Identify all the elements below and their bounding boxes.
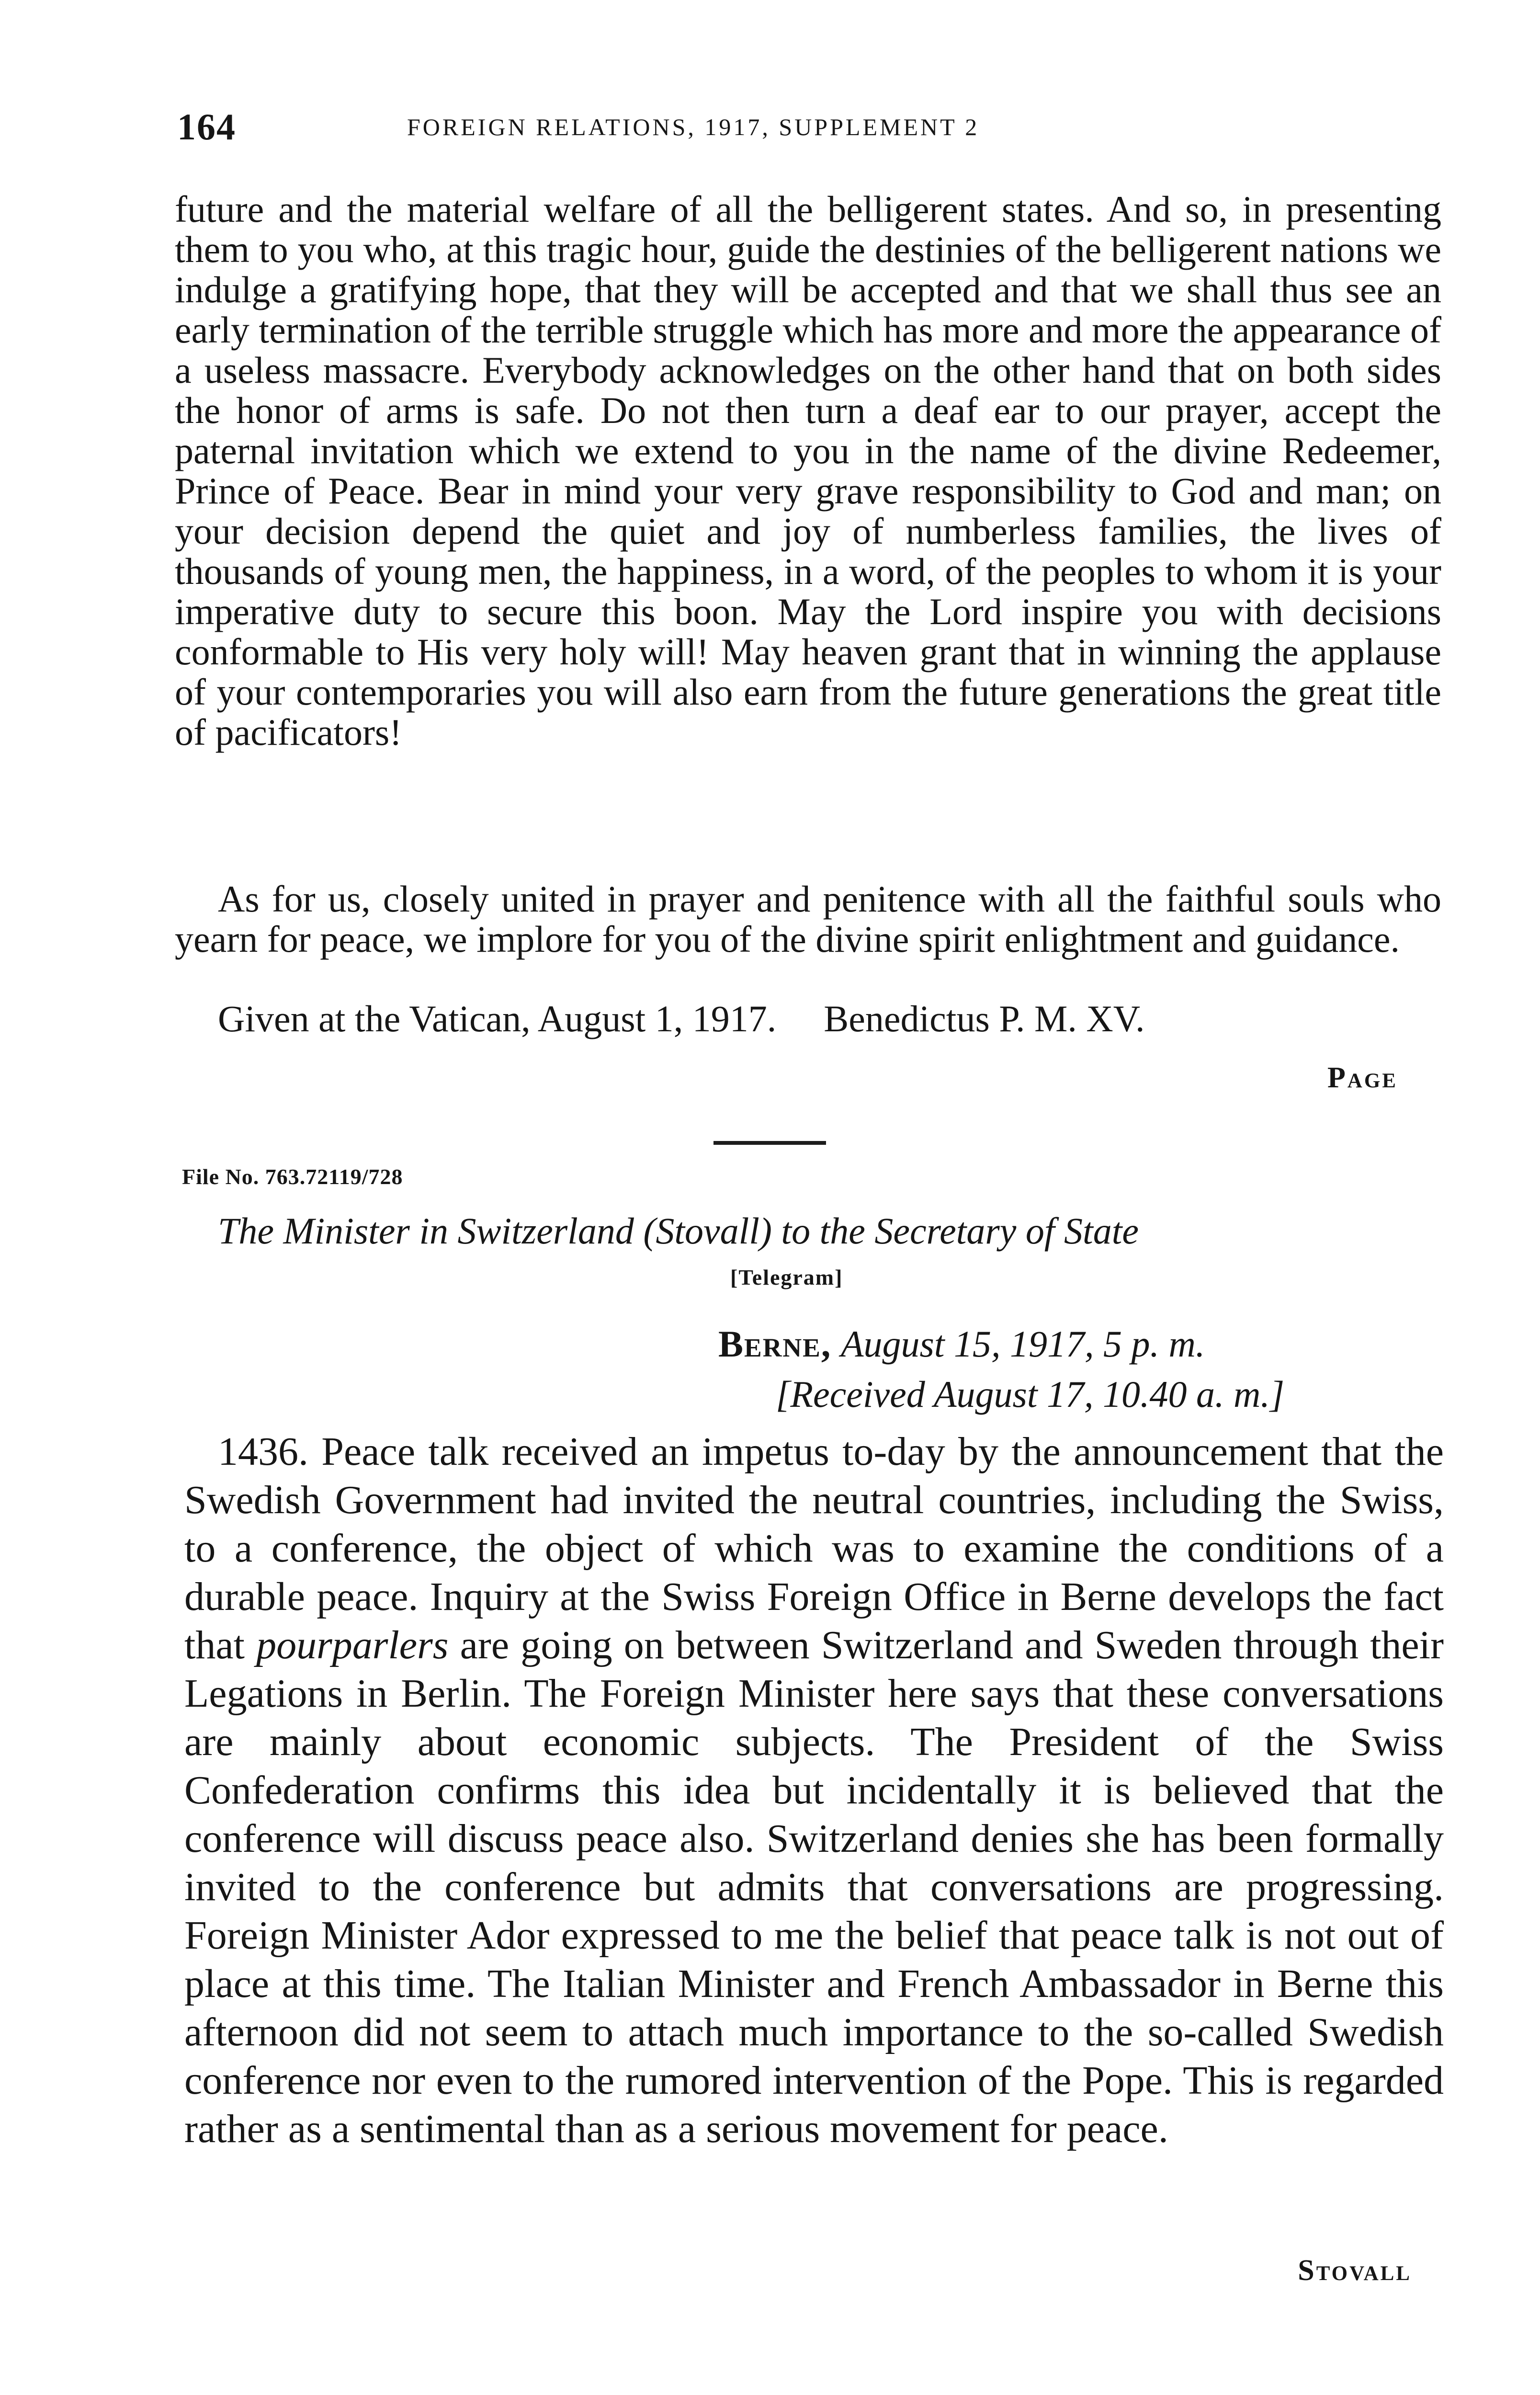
telegram-body [184,1427,1444,2153]
telegram-text-part-1: Peace talk received an impetus to-day by the announcement that the Swedish Government had invited the neutral countries, including the Swiss, to a conference, the object of which was to examine the conditions of a durable peace. Inquiry at the Swiss Foreign Office in Berne develops the fact that [184,1429,1444,1667]
telegram-signature: Stovall [1298,2254,1412,2287]
telegram-text-part-2: are going on between Switzerland and Sweden through their Legations in Berlin. The Foreign Minister here says that these conversations are mainly about economic subjects. The President of the Swiss Confederation confirms this idea but incidentally it is believed that the conference will discuss peace also. Switzerland denies she has been formally invited to the conference but admits that conversations are progressing. Foreign Minister Ador expressed to me the belief that peace talk is not out of place at this time. The Italian Minister and French Ambassador in Berne this afternoon did not seem to attach much importance to the so-called Swedish conference nor even to the rumored intervention of the Pope. This is regarded rather as a sentimental than as a serious movement for peace. [184,1623,1444,2151]
received-line: [Received August 17, 10.40 a. m.] [776,1373,1285,1415]
page-header [177,96,1446,148]
document-title: The Minister in Switzerland (Stovall) to the Secretary of State [218,1210,1139,1252]
page-number: 164 [177,106,236,148]
dateline [718,1322,1205,1366]
given-line [218,999,1444,1039]
transmitter-signature: Page [1327,1061,1398,1094]
document-type-label: [Telegram] [730,1265,843,1289]
running-head: FOREIGN RELATIONS, 1917, SUPPLEMENT 2 [407,114,980,140]
letter-closing-paragraph [175,879,1441,959]
letter-paragraph-text: future and the material welfare of all the belligerent states. And so, in presenting them to you who, at this tragic hour, guide the destinies of the belligerent nations we indulge a gratifying hope, that they will be accepted and that we shall thus see an early termination of the terrible struggle which has more and more the appearance of a useless massacre. Everybody acknowledges on the other hand that on both sides the honor of arms is safe. Do not then turn a deaf ear to our prayer, accept the paternal invitation which we extend to you in the name of the divine Redeemer, Prince of Peace. Bear in mind your very grave responsibility to God and man; on your decision depend the quiet and joy of numberless families, the lives of thousands of young men, the happiness, in a word, of the peoples to whom it is your imperative duty to secure this boon. May the Lord inspire you with decisions conformable to His very holy will! May heaven grant that in winning the applause of your contemporaries you will also earn from the future generations the great title of pacificators! [175,188,1441,753]
letter-closing-text: As for us, closely united in prayer and penitence with all the faithful souls who yearn for peace, we implore for you of the divine spirit enlightment and guidance. [175,878,1441,960]
telegram-foreign-term: pourparlers [256,1623,449,1667]
given-at-text: Given at the Vatican, August 1, 1917. [218,998,777,1039]
section-divider [713,1141,826,1145]
telegram-body-paragraph [184,1427,1444,2153]
dateline-date: August 15, 1917, 5 p. m. [840,1323,1205,1365]
papal-signature: Benedictus P. M. XV. [824,998,1145,1039]
file-number: File No. 763.72119/728 [182,1164,403,1189]
dateline-place: Berne, [718,1323,832,1365]
telegram-number: 1436. [218,1429,308,1474]
letter-continuation-paragraph [175,189,1441,753]
